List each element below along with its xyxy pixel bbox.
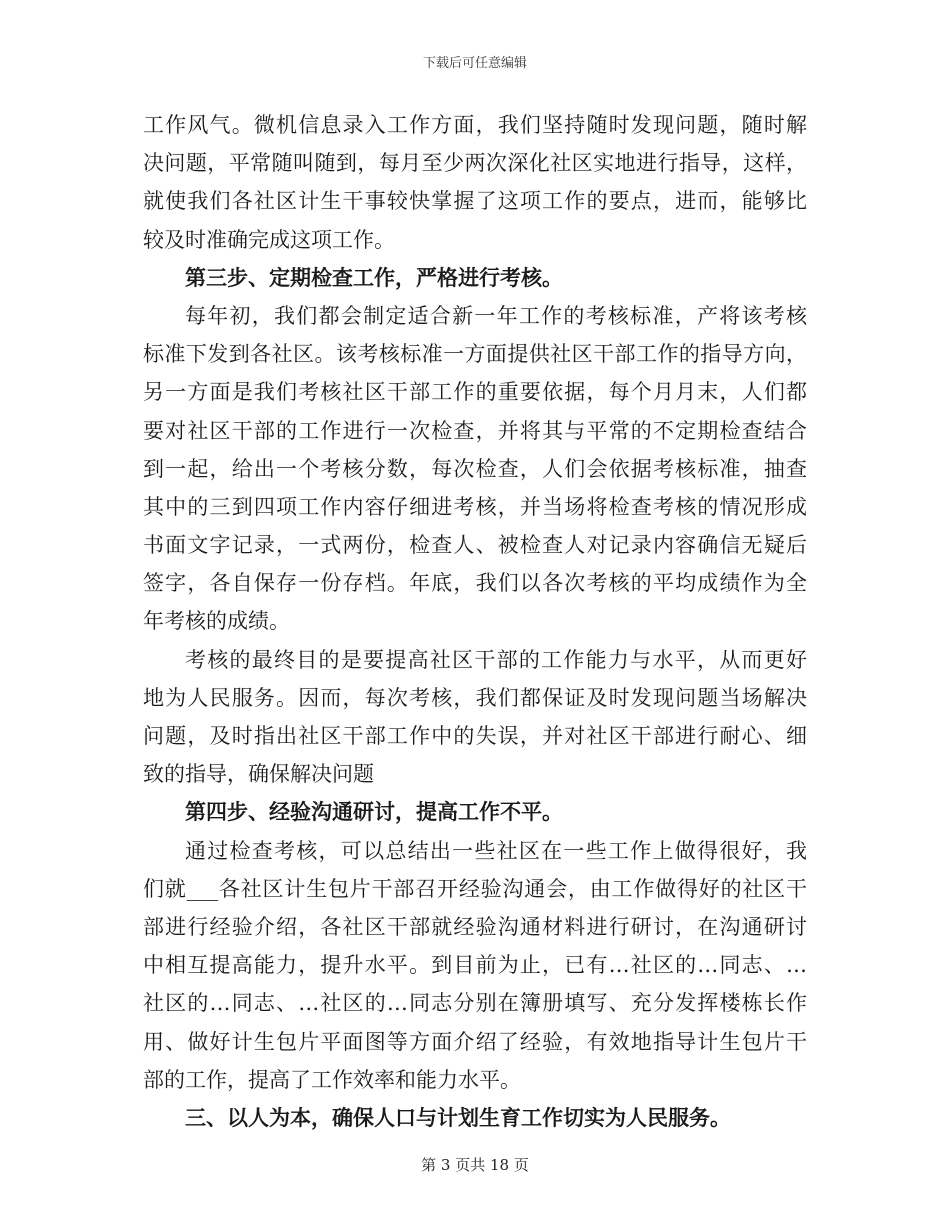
text-line: 到一起，给出一个考核分数，每次检查，人们会依据考核标准，抽查 (143, 456, 807, 481)
text-line: 部进行经验介绍，各社区干部就经验沟通材料进行研讨，在沟通研讨 (143, 914, 807, 939)
text-line: 要对社区干部的工作进行一次检查，并将其与平常的不定期检查结合 (143, 418, 807, 443)
text-line: 致的指导，确保解决问题 (143, 762, 374, 787)
text-line: 较及时准确完成这项工作。 (143, 227, 395, 252)
text-line: 另一方面是我们考核社区干部工作的重要依据，每个月月末，人们都 (143, 380, 807, 405)
text-line: 年考核的成绩。 (143, 609, 290, 634)
section-heading: 第四步、经验沟通研讨，提高工作不平。 (185, 799, 563, 825)
text-line: 决问题，平常随叫随到，每月至少两次深化社区实地进行指导，这样， (143, 151, 807, 176)
document-body (143, 106, 807, 1137)
text-line: 社区的…同志、…社区的…同志分别在簿册填写、充分发挥楼栋长作 (143, 991, 807, 1016)
text-line: 用、做好计生包片平面图等方面介绍了经验，有效地指导计生包片干 (143, 1029, 807, 1054)
text-line: 签字，各自保存一份存档。年底，我们以各次考核的平均成绩作为全 (143, 571, 807, 596)
text-line: 问题，及时指出社区干部工作中的失误，并对社区干部进行耐心、细 (143, 724, 807, 748)
text-line: 标准下发到各社区。该考核标准一方面提供社区干部工作的指导方向， (143, 342, 807, 367)
text-line: 通过检查考核，可以总结出一些社区在一些工作上做得很好，我 (185, 838, 807, 863)
text-line: 书面文字记录，一式两份，检查人、被检查人对记录内容确信无疑后 (143, 533, 807, 558)
text-line: 中相互提高能力，提升水平。到目前为止，已有…社区的…同志、… (143, 953, 807, 978)
text-line: 工作风气。微机信息录入工作方面，我们坚持随时发现问题，随时解 (143, 113, 807, 137)
page-header: 下载后可任意编辑 (422, 56, 527, 71)
text-line: 每年初，我们都会制定适合新一年工作的考核标准，产将该考核 (185, 303, 807, 328)
text-line: 地为人民服务。因而，每次考核，我们都保证及时发现问题当场解决 (143, 685, 807, 710)
text-line: 就使我们各社区计生干事较快掌握了这项工作的要点，进而，能够比 (143, 189, 807, 214)
text-line: 们就___各社区计生包片干部召开经验沟通会，由工作做得好的社区干 (143, 876, 807, 901)
page-footer: 第 3 页共 18 页 (421, 1156, 529, 1174)
text-line: 其中的三到四项工作内容仔细进考核，并当场将检查考核的情况形成 (143, 494, 807, 519)
text-line: 部的工作，提高了工作效率和能力水平。 (143, 1067, 521, 1092)
section-heading: 第三步、定期检查工作，严格进行考核。 (185, 264, 563, 290)
section-heading: 三、以人为本，确保人口与计划生育工作切实为人民服务。 (185, 1104, 731, 1130)
text-line: 考核的最终目的是要提高社区干部的工作能力与水平，从而更好 (185, 647, 807, 672)
